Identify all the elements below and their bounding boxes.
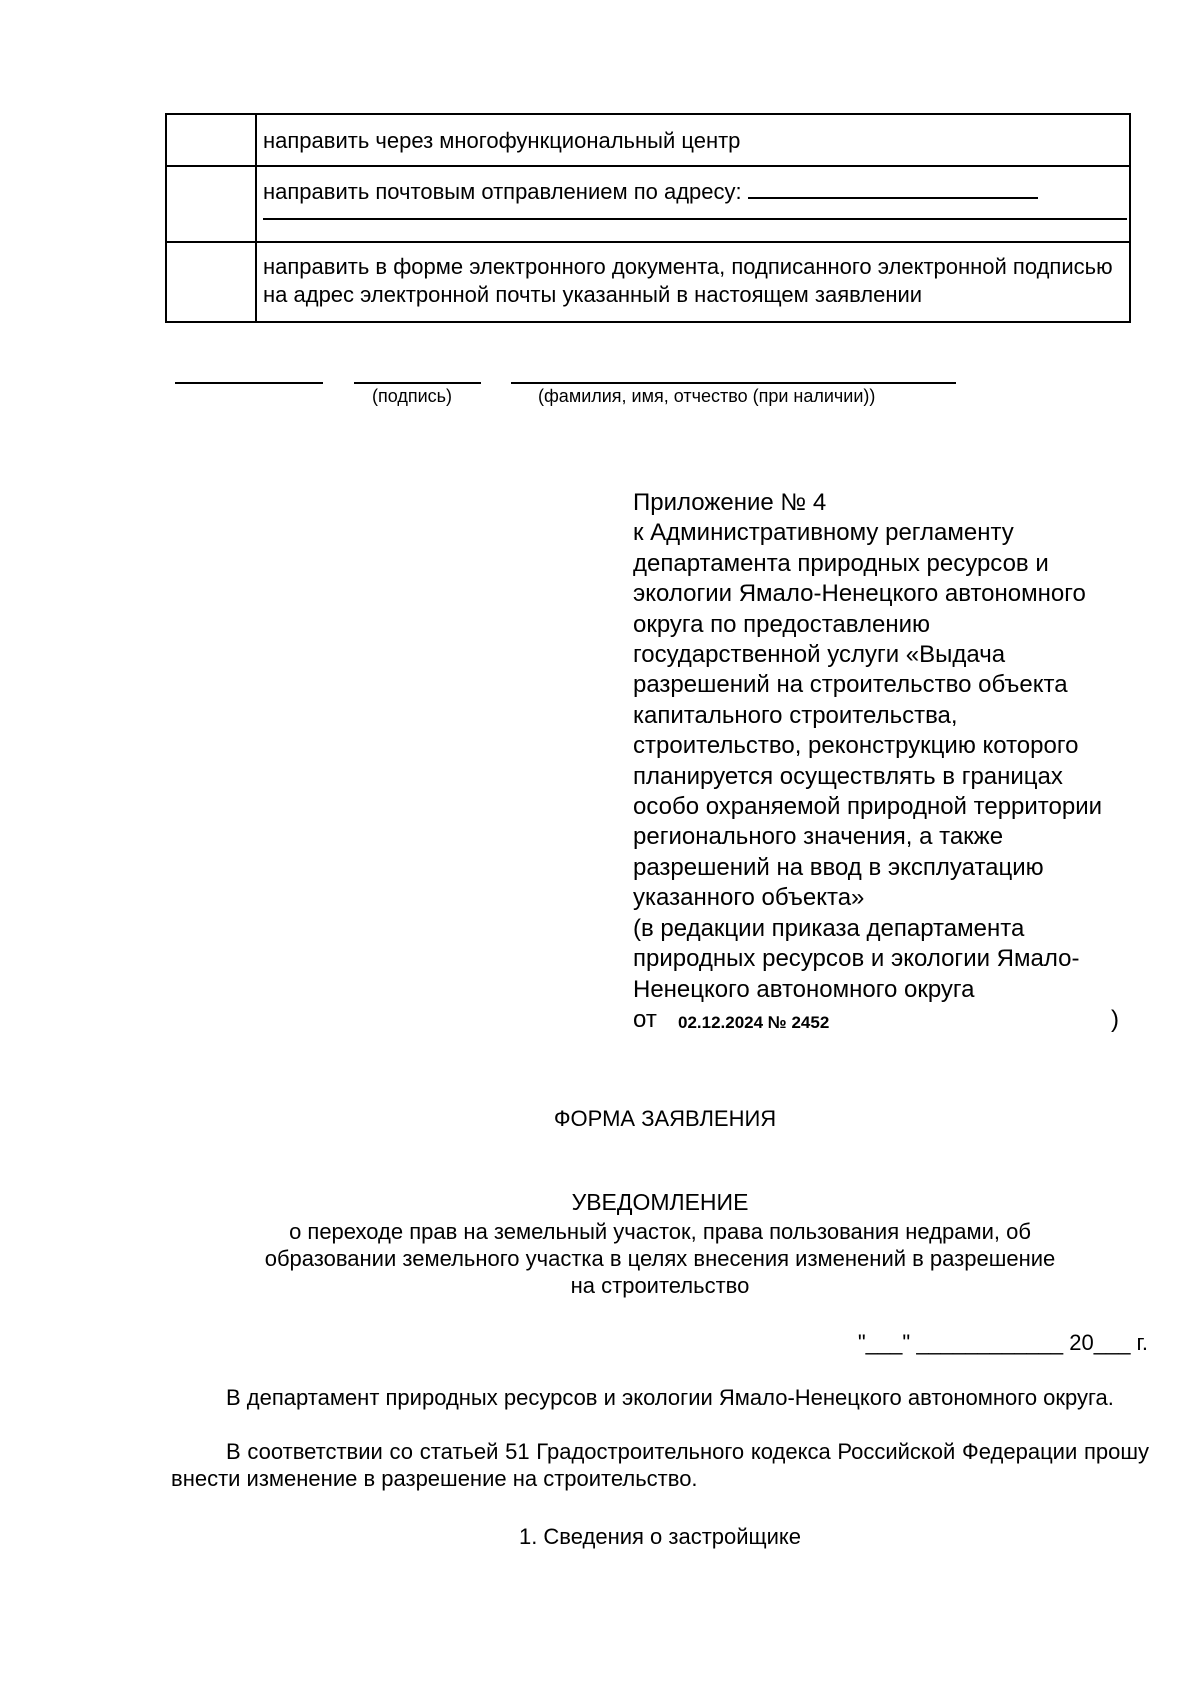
appendix-line: (в редакции приказа департамента [633,914,1025,942]
notification-title: УВЕДОМЛЕНИЕ [571,1189,749,1215]
notification-subtitle: о переходе прав на земельный участок, права пользования недрами, об образовании земельного участка в целях внесения изменений в разрешение на строительство [264,1219,1056,1298]
delivery-option-checkbox[interactable] [166,166,256,242]
close-paren: ) [1111,1005,1119,1033]
appendix-line: планируется осуществлять в границах [633,762,1063,790]
delivery-option-label: направить в форме электронного документа, подписанного электронной подписью на адрес электронной почты указанный в настоящем заявлении [256,242,1130,322]
full-name-line[interactable] [511,382,956,384]
appendix-line: капитального строительства, [633,701,958,729]
postal-address-field-continuation[interactable] [263,206,1127,220]
order-reference-stamp: 02.12.2024 № 2452 [678,1012,830,1032]
full-name-caption: (фамилия, имя, отчество (при наличии)) [538,386,876,406]
appendix-line: государственной услуги «Выдача [633,641,1006,669]
delivery-option-cell [256,166,1130,242]
appendix-line: природных ресурсов и экологии Ямало- [633,945,1080,973]
appendix-line: указанного объекта» [633,884,865,912]
order-from-label: от [633,1005,657,1033]
appendix-line: экологии Ямало-Ненецкого автономного [633,580,1086,608]
signature-line[interactable] [354,382,481,384]
appendix-line: округа по предоставлению [633,610,930,638]
delivery-options-table [165,113,1131,323]
appendix-order-row [633,1005,1153,1035]
body-paragraph-2: В соответствии со статьей 51 Градостроительного кодекса Российской Федерации прошу внести изменение в разрешение на строительство. [171,1439,1149,1491]
appendix-line: разрешений на строительство объекта [633,671,1068,699]
body-paragraph-1: В департамент природных ресурсов и экологии Ямало-Ненецкого автономного округа. [226,1385,1114,1410]
appendix-header [633,488,1153,1035]
delivery-option-row [166,114,1130,166]
section-title-developer-info: 1. Сведения о застройщике [518,1524,802,1549]
delivery-option-checkbox[interactable] [166,242,256,322]
appendix-line: департамента природных ресурсов и [633,549,1049,577]
date-signature-line[interactable] [175,382,323,384]
delivery-option-checkbox[interactable] [166,114,256,166]
appendix-line: строительство, реконструкцию которого [633,732,1079,760]
delivery-option-label: направить почтовым отправлением по адресу: [263,179,742,204]
appendix-line: Ненецкого автономного округа [633,975,975,1003]
appendix-line: Приложение № 4 [633,489,827,516]
delivery-option-label: направить через многофункциональный центр [256,114,1130,166]
appendix-line: особо охраняемой природной территории [633,793,1103,821]
postal-address-field[interactable] [748,177,1038,199]
appendix-line: регионального значения, а также [633,823,1004,851]
appendix-line: к Административному регламенту [633,519,1014,547]
delivery-option-row [166,242,1130,322]
form-title: ФОРМА ЗАЯВЛЕНИЯ [553,1106,777,1131]
date-field[interactable]: "___" ____________ 20___ г. [857,1330,1148,1355]
delivery-option-row [166,166,1130,242]
signature-caption: (подпись) [372,386,453,406]
appendix-line: разрешений на ввод в эксплуатацию [633,853,1044,881]
